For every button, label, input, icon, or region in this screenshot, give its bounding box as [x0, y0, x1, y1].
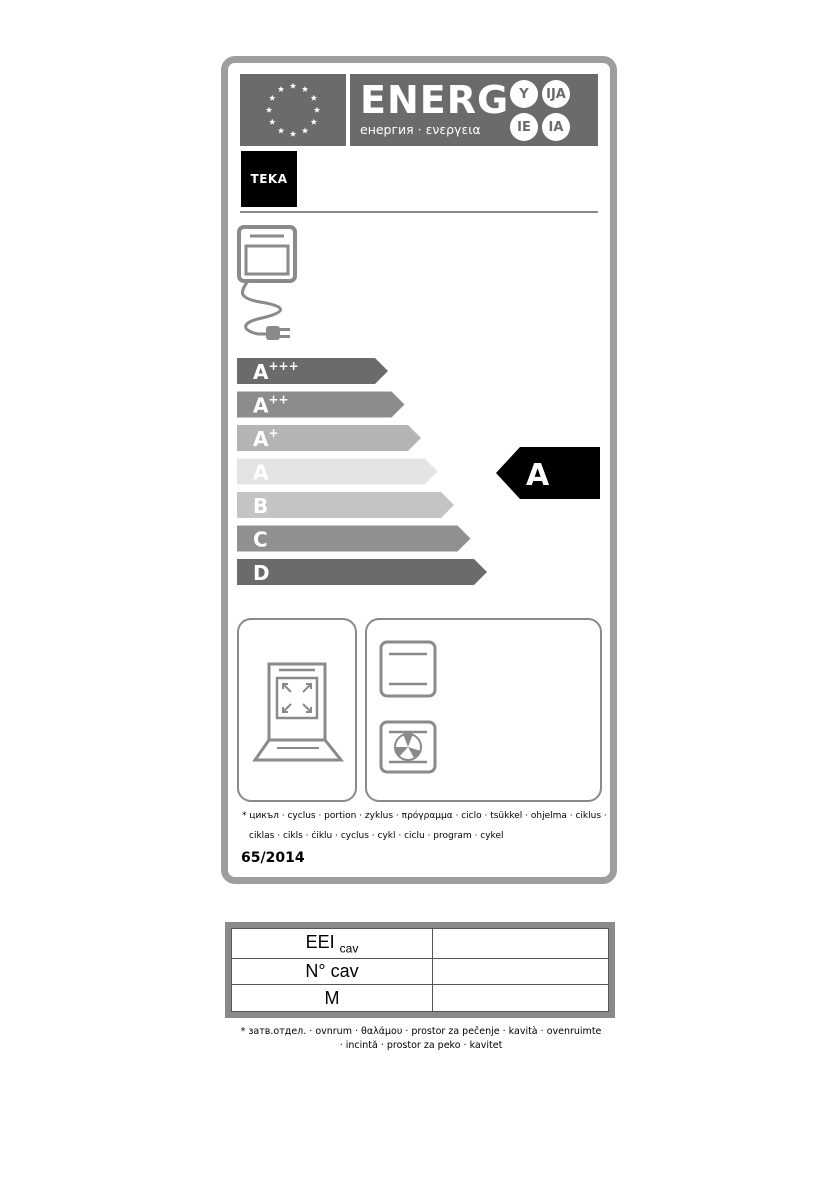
value-cell	[433, 985, 609, 1012]
cavity-footnote	[221, 1025, 621, 1053]
energy-class-bar	[237, 358, 388, 384]
fan-forced-mode-icon	[381, 722, 435, 772]
cavity-volume-panel	[237, 618, 357, 802]
suffix-ie: IE	[510, 113, 538, 141]
suffix-ija: IJA	[542, 80, 570, 108]
eu-star-icon	[269, 119, 275, 125]
eu-flag	[240, 74, 346, 146]
eu-star-icon	[302, 86, 308, 92]
energy-class-bar	[237, 392, 405, 418]
cavity-footnote-line1: * затв.отдел. · ovnrum · θαλάμου · prostor za pečenje · kavità · ovenruimte	[240, 1026, 602, 1037]
eu-star-icon	[278, 86, 284, 92]
eu-stars-icon	[240, 74, 346, 146]
product-fiche-table	[225, 922, 615, 1018]
selected-class-label: A	[526, 458, 550, 493]
energy-subtitle: енергия · ενεργεια	[360, 122, 481, 137]
eu-star-icon	[311, 119, 317, 125]
value-cell	[433, 929, 609, 959]
cycle-footnote-line1: * цикъл · cyclus · portion · zyklus · πρόγραμμα · ciclo · tsükkel · ohjelma · ciklus ·	[242, 811, 607, 821]
energy-class-bar	[237, 492, 454, 518]
oven-mode-icons	[367, 620, 599, 800]
energy-class-label: A+	[253, 426, 279, 451]
eu-star-icon	[278, 127, 284, 133]
eu-star-icon	[290, 83, 296, 89]
energy-class-label: C	[253, 527, 268, 552]
table-row	[232, 929, 609, 959]
eu-star-icon	[269, 95, 275, 101]
supplier-logo	[241, 151, 297, 207]
table-row	[232, 985, 609, 1012]
energy-class-bar	[237, 459, 438, 485]
conventional-mode-icon	[381, 642, 435, 696]
energy-class-label: B	[253, 494, 269, 518]
eu-star-icon	[314, 107, 320, 113]
header-divider	[240, 211, 598, 213]
energy-word: ENERG	[360, 78, 510, 122]
regulation-number: 65/2014	[241, 850, 305, 866]
energy-class-bar	[237, 425, 421, 451]
suffix-ia: IA	[542, 113, 570, 141]
table-row	[232, 958, 609, 985]
eu-star-icon	[302, 127, 308, 133]
electric-oven-icon	[236, 224, 306, 340]
cavity-volume-icon	[239, 620, 354, 800]
energy-class-scale	[237, 358, 507, 590]
energy-title-box	[350, 74, 598, 146]
energy-class-label: A	[253, 460, 269, 485]
cavity-footnote-line2: · incintă · prostor za peko · kavitet	[339, 1040, 503, 1051]
energy-class-label: D	[253, 561, 270, 585]
param-cell: N° cav	[232, 958, 433, 985]
eu-star-icon	[266, 107, 272, 113]
eu-star-icon	[290, 131, 296, 137]
energy-class-label: A++	[253, 392, 289, 418]
cycle-footnote-line2: ciklas · cikls · ċiklu · cyclus · cykl · ciclu · program · cykel	[249, 831, 504, 841]
selected-class-arrow	[496, 447, 600, 499]
param-cell: EEI $_{cav}$	[232, 929, 433, 959]
suffix-y: Y	[510, 80, 538, 108]
energy-class-bar	[237, 559, 487, 585]
energy-consumption-panel	[365, 618, 602, 802]
value-cell	[433, 958, 609, 985]
energy-class-label: A+++	[253, 359, 299, 384]
eu-star-icon	[311, 95, 317, 101]
param-cell: M	[232, 985, 433, 1012]
energy-class-bar	[237, 526, 471, 552]
supplier-logo-text: TEKA	[250, 172, 288, 186]
